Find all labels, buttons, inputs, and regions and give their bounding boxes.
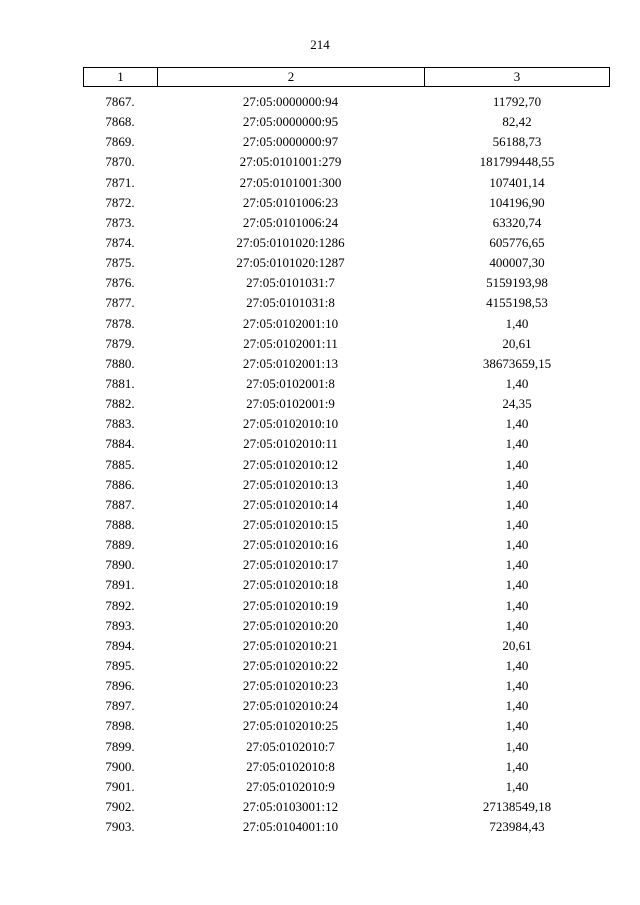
cadastral-value: 1,40: [505, 577, 529, 593]
cadastral-value: 20,61: [502, 335, 532, 351]
table-row: [83, 132, 610, 152]
cadastral-number: 27:05:0102010:22: [242, 658, 339, 673]
row-number: 7896.: [105, 678, 135, 694]
table-row: [83, 716, 610, 736]
cadastral-number: 27:05:0102010:19: [242, 597, 339, 613]
cadastral-number: 27:05:0102010:8: [246, 758, 335, 774]
row-number: 7897.: [105, 698, 135, 714]
table-row: [83, 253, 610, 273]
table-row: [83, 455, 610, 475]
table-header: [83, 67, 610, 87]
cadastral-number: 27:05:0000000:95: [242, 114, 339, 130]
table-row: [83, 233, 610, 253]
table-row: [83, 495, 610, 515]
cadastral-number: 27:05:0102010:10: [242, 416, 339, 432]
row-number: 7883.: [105, 416, 135, 432]
cadastral-value: 1,40: [505, 617, 529, 633]
row-number: 7882.: [105, 396, 135, 412]
row-number: 7889.: [105, 537, 135, 553]
row-number: 7869.: [105, 134, 135, 150]
table-row: [83, 434, 610, 454]
cadastral-value: 1,40: [505, 658, 529, 673]
cadastral-value: 27138549,18: [482, 798, 552, 814]
cadastral-number: 27:05:0102001:8: [246, 376, 335, 392]
table-row: [83, 314, 610, 334]
cadastral-value: 1,40: [505, 476, 529, 492]
table-row: [83, 354, 610, 374]
cadastral-number: 27:05:0101006:24: [242, 214, 339, 230]
row-number: 7870.: [105, 154, 135, 170]
cadastral-number: 27:05:0000000:97: [242, 134, 339, 150]
cadastral-number: 27:05:0000000:94: [242, 94, 339, 110]
row-number: 7899.: [105, 738, 135, 754]
cadastral-number: 27:05:0101001:300: [239, 174, 342, 190]
row-number: 7874.: [105, 235, 135, 251]
row-number: 7900.: [105, 758, 135, 774]
table-row: [83, 757, 610, 777]
cadastral-value: 104196,90: [489, 194, 545, 210]
row-number: 7893.: [105, 617, 135, 633]
cadastral-number: 27:05:0102010:15: [242, 517, 339, 533]
row-number: 7892.: [105, 597, 135, 613]
cadastral-value: 605776,65: [489, 235, 545, 251]
table-row: [83, 293, 610, 313]
cadastral-number: 27:05:0102001:10: [242, 315, 339, 331]
table-row: [83, 334, 610, 354]
cadastral-number: 27:05:0102010:9: [246, 778, 335, 794]
cadastral-value: 24,35: [502, 396, 532, 412]
cadastral-value: 1,40: [505, 597, 529, 613]
row-number: 7881.: [105, 376, 135, 392]
cadastral-value: 1,40: [505, 416, 529, 432]
table-row: [83, 636, 610, 656]
cadastral-value: 1,40: [505, 758, 529, 774]
table-row: [83, 213, 610, 233]
cadastral-number: 27:05:0102010:18: [242, 577, 339, 593]
page-number: 214: [310, 37, 330, 52]
cadastral-number: 27:05:0102001:13: [242, 355, 339, 371]
table-row: [83, 656, 610, 676]
table-row: [83, 173, 610, 193]
row-number: 7868.: [105, 114, 135, 130]
cadastral-number: 27:05:0102001:11: [243, 335, 338, 351]
row-number: 7885.: [105, 456, 135, 472]
row-number: 7884.: [105, 436, 135, 452]
row-number: 7894.: [105, 637, 135, 653]
table-row: [83, 515, 610, 535]
cadastral-number: 27:05:0103001:12: [242, 798, 339, 814]
cadastral-value: 400007,30: [489, 255, 545, 271]
cadastral-number: 27:05:0102010:7: [246, 738, 335, 754]
cadastral-number: 27:05:0102010:20: [242, 617, 339, 633]
row-number: 7875.: [105, 255, 135, 271]
row-number: 7890.: [105, 557, 135, 573]
cadastral-number: 27:05:0102010:16: [242, 537, 339, 553]
cadastral-value: 181799448,55: [479, 154, 555, 170]
cadastral-number: 27:05:0104001:10: [242, 819, 339, 835]
table-row: [83, 737, 610, 757]
cadastral-value: 4155198,53: [486, 295, 548, 311]
table-row: [83, 394, 610, 414]
table-row: [83, 92, 610, 112]
cadastral-number: 27:05:0102010:17: [242, 557, 339, 573]
header-col-3: 3: [513, 69, 521, 84]
cadastral-value: 723984,43: [489, 819, 545, 835]
row-number: 7895.: [105, 658, 135, 673]
row-number: 7903.: [105, 819, 135, 835]
cadastral-value: 82,42: [502, 114, 532, 130]
table-row: [83, 374, 610, 394]
cadastral-number: 27:05:0102010:12: [242, 456, 339, 472]
cadastral-number: 27:05:0101020:1287: [236, 255, 345, 271]
row-number: 7886.: [105, 476, 135, 492]
table-row: [83, 777, 610, 797]
row-number: 7879.: [105, 335, 135, 351]
cadastral-value: 38673659,15: [482, 355, 552, 371]
cadastral-number: 27:05:0102001:9: [246, 396, 335, 412]
cadastral-value: 56188,73: [492, 134, 542, 150]
cadastral-number: 27:05:0101006:23: [242, 194, 339, 210]
cadastral-value: 107401,14: [489, 174, 545, 190]
cadastral-value: 1,40: [505, 557, 529, 573]
table-row: [83, 475, 610, 495]
cadastral-value: 11792,70: [492, 94, 542, 110]
table-row: [83, 414, 610, 434]
cadastral-value: 1,40: [505, 718, 529, 734]
cadastral-value: 1,40: [505, 436, 529, 452]
row-number: 7877.: [105, 295, 135, 311]
cadastral-number: 27:05:0102010:11: [243, 436, 338, 452]
table-row: [83, 555, 610, 575]
row-number: 7901.: [105, 778, 135, 794]
table-row: [83, 596, 610, 616]
cadastral-number: 27:05:0101031:7: [246, 275, 335, 291]
row-number: 7867.: [105, 94, 135, 110]
table-body: [83, 92, 610, 837]
cadastral-value: 1,40: [505, 456, 529, 472]
row-number: 7898.: [105, 718, 135, 734]
row-number: 7902.: [105, 798, 135, 814]
cadastral-value: 1,40: [505, 537, 529, 553]
header-col-1: 1: [84, 68, 158, 86]
cadastral-value: 1,40: [505, 496, 529, 512]
cadastral-number: 27:05:0102010:23: [242, 678, 339, 694]
cadastral-value: 63320,74: [492, 214, 542, 230]
row-number: 7871.: [105, 174, 135, 190]
cadastral-number: 27:05:0101001:279: [239, 154, 342, 170]
row-number: 7873.: [105, 214, 135, 230]
cadastral-number: 27:05:0102010:13: [242, 476, 339, 492]
cadastral-number: 27:05:0101031:8: [246, 295, 335, 311]
row-number: 7880.: [105, 355, 135, 371]
table-row: [83, 273, 610, 293]
table-row: [83, 797, 610, 817]
table-row: [83, 696, 610, 716]
cadastral-value: 1,40: [505, 698, 529, 714]
table-row: [83, 575, 610, 595]
cadastral-number: 27:05:0102010:25: [242, 718, 339, 734]
cadastral-value: 1,40: [505, 738, 529, 754]
table-row: [83, 616, 610, 636]
cadastral-value: 1,40: [505, 315, 529, 331]
row-number: 7891.: [105, 577, 135, 593]
table-row: [83, 817, 610, 837]
table-row: [83, 193, 610, 213]
row-number: 7878.: [105, 315, 135, 331]
table-row: [83, 676, 610, 696]
row-number: 7887.: [105, 496, 135, 512]
cadastral-number: 27:05:0102010:21: [242, 637, 339, 653]
table-row: [83, 152, 610, 172]
cadastral-value: 1,40: [505, 517, 529, 533]
cadastral-value: 5159193,98: [486, 275, 548, 291]
cadastral-number: 27:05:0102010:14: [242, 496, 339, 512]
cadastral-number: 27:05:0101020:1286: [236, 235, 345, 251]
row-number: 7872.: [105, 194, 135, 210]
table-row: [83, 112, 610, 132]
header-col-2: 2: [158, 68, 425, 86]
row-number: 7888.: [105, 517, 135, 533]
cadastral-number: 27:05:0102010:24: [242, 698, 339, 714]
row-number: 7876.: [105, 275, 135, 291]
cadastral-value: 1,40: [505, 376, 529, 392]
cadastral-value: 1,40: [505, 678, 529, 694]
table-row: [83, 535, 610, 555]
cadastral-value: 20,61: [502, 637, 532, 653]
cadastral-value: 1,40: [505, 778, 529, 794]
